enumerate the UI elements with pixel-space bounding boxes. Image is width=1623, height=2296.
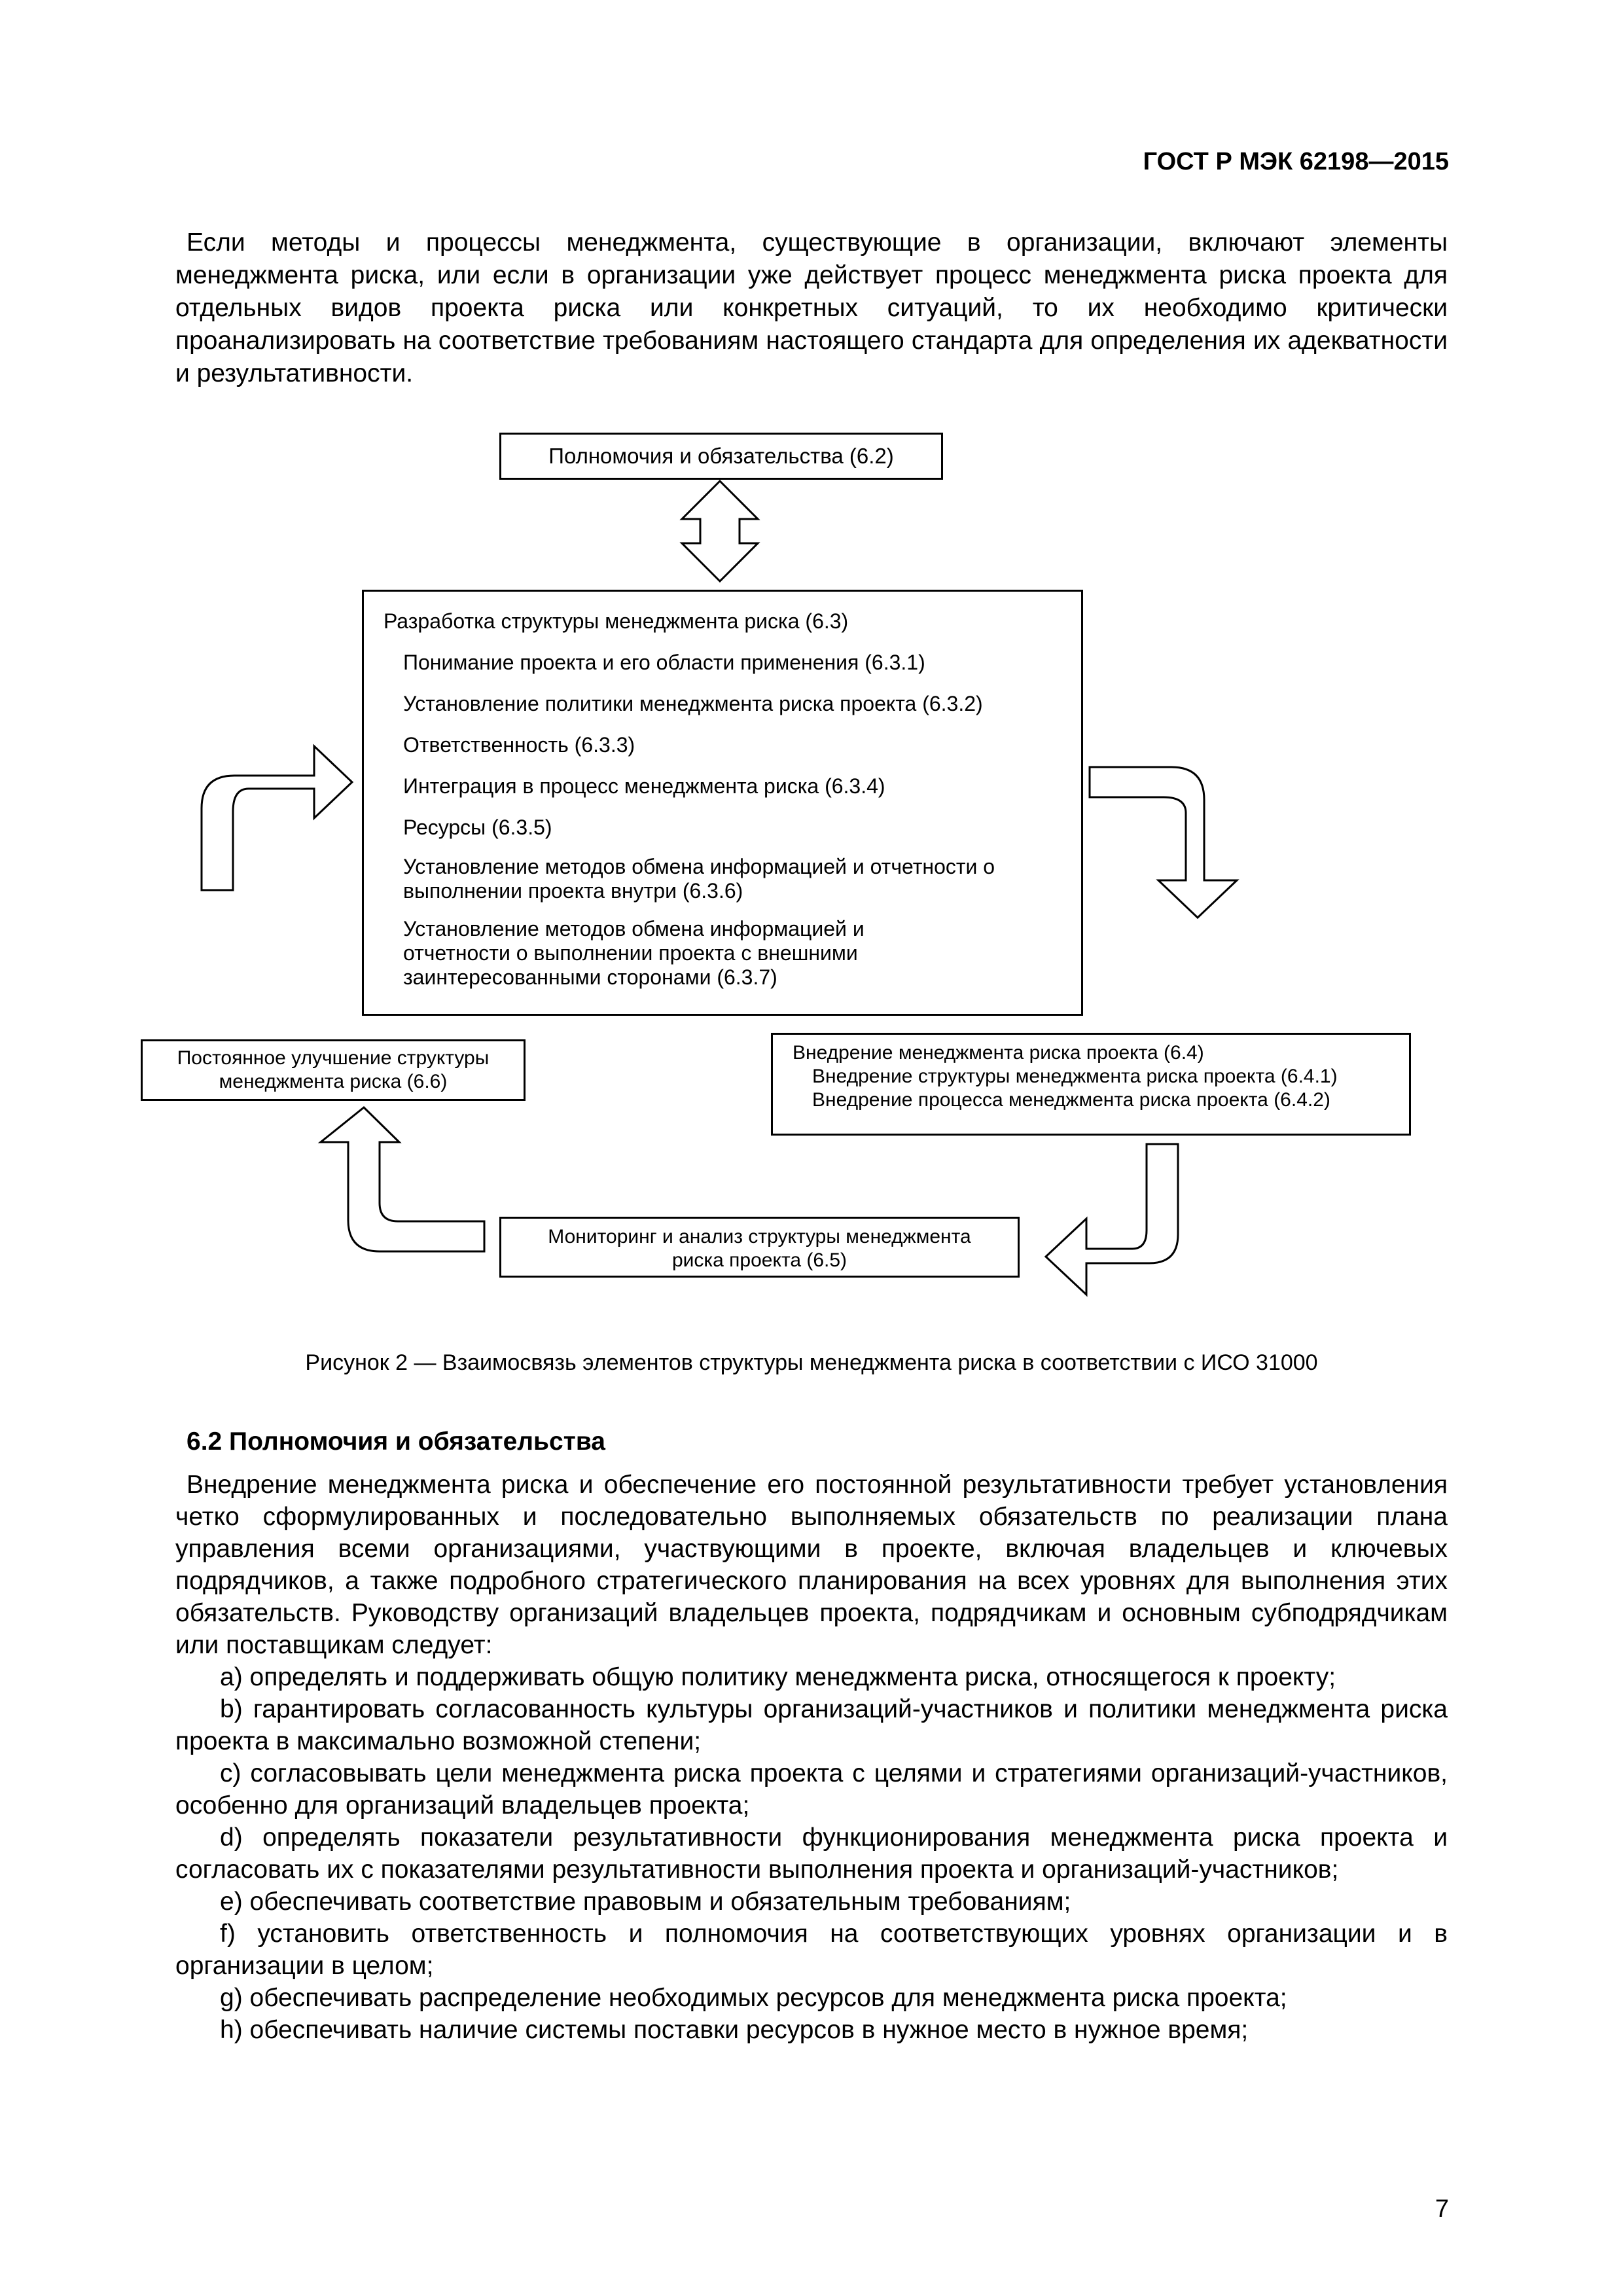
list-item: h) обеспечивать наличие системы поставки ресурсов в нужное место в нужное время; [220, 2016, 1249, 2044]
list-item: e) обеспечивать соответствие правовым и обязательным требованиям; [220, 1888, 1071, 1916]
list-item: f) установить ответственность и полномочия на соответствующих уровнях организации и в организации в целом; [175, 1920, 1448, 1980]
list-item: b) гарантировать согласованность культуры организаций-участников и политики менеджмента риска проекта в максимально возможной степени; [175, 1695, 1448, 1755]
list-item: a) определять и поддерживать общую политику менеджмента риска, относящегося к проекту; [220, 1663, 1336, 1691]
section-body [175, 1469, 1448, 2046]
box-implementation-title: Внедрение менеджмента риска проекта (6.4) [793, 1042, 1204, 1064]
box-framework-title: Разработка структуры менеджмента риска (6.3) [383, 609, 849, 633]
page-number: 7 [1435, 2195, 1449, 2223]
curved-arrow-right-icon [202, 746, 352, 890]
list-item: g) обеспечивать распределение необходимых ресурсов для менеджмента риска проекта; [220, 1984, 1287, 2012]
framework-item: Ресурсы (6.3.5) [403, 816, 552, 839]
framework-item: Ответственность (6.3.3) [403, 733, 635, 757]
framework-item: Интеграция в процесс менеджмента риска (6.3.4) [403, 774, 885, 798]
curved-arrow-left-icon [1046, 1144, 1178, 1295]
list-item: c) согласовывать цели менеджмента риска проекта с целями и стратегиями организаций-участников, особенно для организаций владельцев проекта; [175, 1759, 1448, 1820]
implementation-item: Внедрение процесса менеджмента риска проекта (6.4.2) [812, 1089, 1330, 1111]
framework-item: Понимание проекта и его области применения (6.3.1) [403, 651, 925, 674]
box-authority [499, 433, 943, 480]
implementation-item: Внедрение структуры менеджмента риска проекта (6.4.1) [812, 1066, 1338, 1087]
framework-item: Установление политики менеджмента риска проекта (6.3.2) [403, 692, 983, 715]
curved-arrow-up-icon [321, 1107, 484, 1251]
section-heading: 6.2 Полномочия и обязательства [187, 1427, 605, 1456]
intro-paragraph: Если методы и процессы менеджмента, существующие в организации, включают элементы менеджмента риска, или если в организации уже действует процесс менеджмента риска проекта для отдельных видов проекта риска или конкретных ситуаций, то их необходимо критически проанализировать на соответствие требованиям настоящего стандарта для определения их адекватности и результативности. [175, 228, 1448, 387]
box-continual-improvement [141, 1039, 526, 1101]
curved-arrow-down-icon [1090, 767, 1237, 918]
framework-item: Установление методов обмена информацией и отчетности о выполнении проекта внутри (6.3.6) [403, 855, 995, 903]
box-implementation [771, 1033, 1411, 1136]
box-framework-design [362, 590, 1083, 1016]
box-authority-label: Полномочия и обязательства (6.2) [548, 444, 894, 468]
box-monitoring [499, 1217, 1020, 1278]
section-paragraph: Внедрение менеджмента риска и обеспечение его постоянной результативности требует установления четко сформулированных и последовательно выполняемых обязательств по реализации плана управления всеми организациями, участвующими в проекте, включая владельцев и ключевых подрядчиков, а также подробного стратегического планирования на всех уровнях для выполнения этих обязательств. Руководству организаций владельцев проекта, подрядчикам и основным субподрядчикам или поставщикам следует: [175, 1471, 1448, 1659]
box-monitoring-label: Мониторинг и анализ структуры менеджмента риска проекта (6.5) [548, 1226, 971, 1271]
figure-caption: Рисунок 2 — Взаимосвязь элементов структуры менеджмента риска в соответствии с ИСО 31000 [305, 1350, 1318, 1375]
double-arrow-icon [682, 481, 758, 581]
list-item: d) определять показатели результативности функционирования менеджмента риска проекта и согласовать их с показателями результативности выполнения проекта и организаций-участников; [175, 1823, 1448, 1884]
box-continual-improvement-label: Постоянное улучшение структуры менеджмента риска (6.6) [177, 1047, 490, 1092]
document-header: ГОСТ Р МЭК 62198—2015 [1143, 148, 1449, 175]
framework-item: Установление методов обмена информацией и отчетности о выполнении проекта с внешними заинтересованными сторонами (6.3.7) [403, 917, 865, 989]
